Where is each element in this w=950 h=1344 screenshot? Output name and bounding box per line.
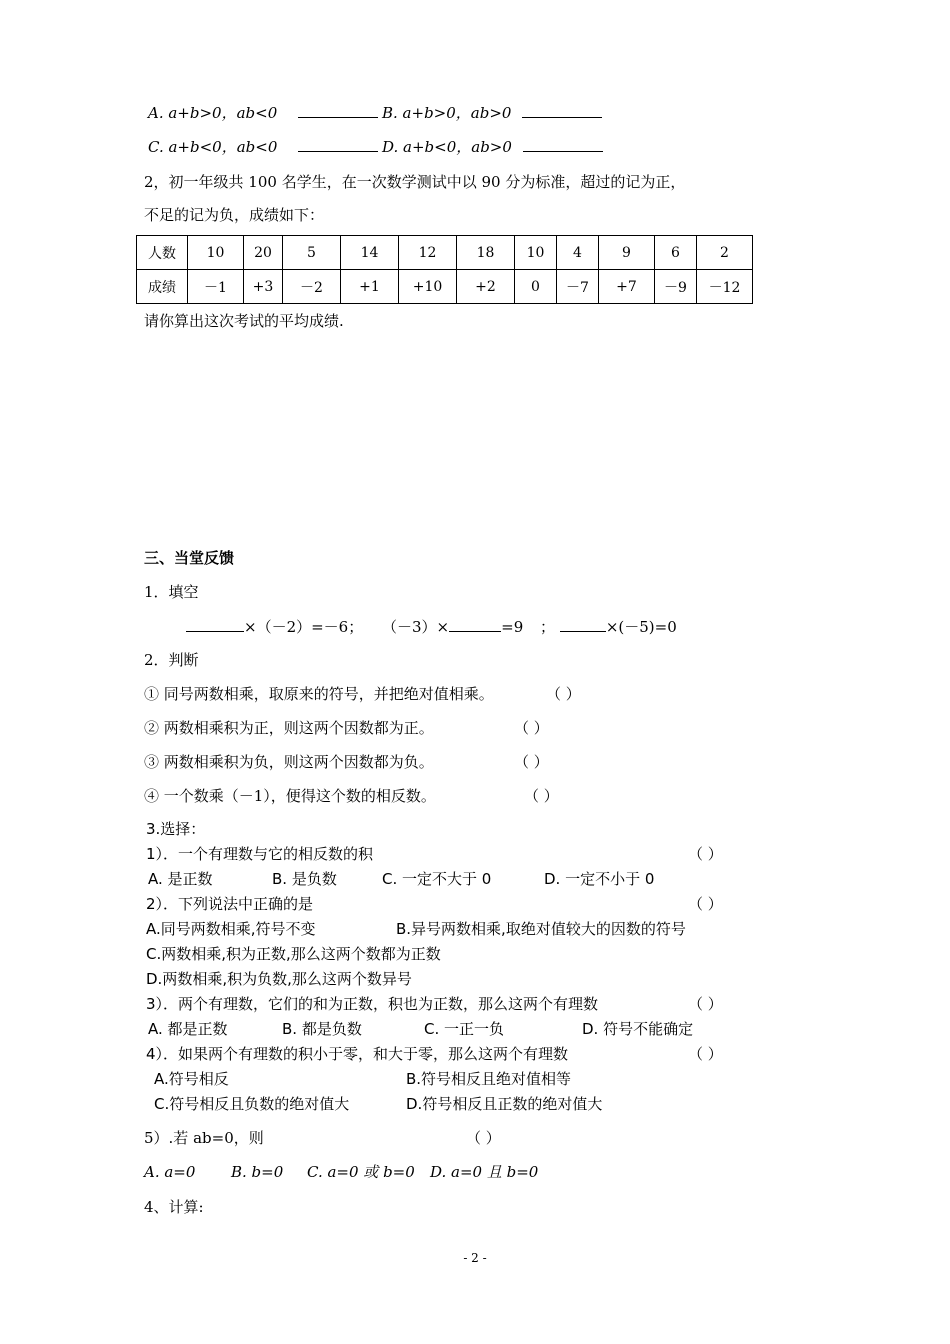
q1-blank-a [298, 103, 378, 118]
c3-option-c: C. 一正一负 [424, 1020, 505, 1038]
c4-bracket: （ ） [688, 1045, 723, 1063]
table-row [137, 236, 753, 270]
judge-title: 2．判断 [144, 651, 199, 669]
table-cell: －9 [655, 270, 697, 304]
fill-blank-2 [449, 617, 501, 632]
table-cell: +1 [341, 270, 399, 304]
judge-item-2: ② 两数相乘积为正，则这两个因数都为正。 [144, 719, 434, 737]
c1-option-a: A. 是正数 [148, 870, 213, 888]
table-cell: 0 [515, 270, 557, 304]
fill-blank-3 [560, 617, 606, 632]
c1-bracket: （ ） [688, 845, 723, 863]
choice-title: 3.选择： [146, 820, 206, 838]
c2-option-a: A.同号两数相乘,符号不变 [146, 920, 316, 938]
judge-item-4: ④ 一个数乘（－1），便得这个数的相反数。 [144, 787, 436, 805]
c2-option-b: B.异号两数相乘,取绝对值较大的因数的符号 [396, 920, 686, 938]
table-cell: +2 [457, 270, 515, 304]
q2-text-1: 2，初一年级共 100 名学生，在一次数学测试中以 90 分为标准，超过的记为正， [144, 173, 686, 191]
table-cell: 10 [515, 236, 557, 270]
table-cell: +10 [399, 270, 457, 304]
c5-stem: 5）.若 ab=0，则 [144, 1129, 264, 1147]
row-header-score: 成绩 [137, 270, 188, 304]
c4-option-b: B.符号相反且绝对值相等 [406, 1070, 572, 1088]
fill-text-3: =9 [501, 618, 524, 636]
table-cell: 12 [399, 236, 457, 270]
fill-text-5: ×(－5)=0 [605, 618, 677, 636]
q1-option-b: B. a+b>0，ab>0 [382, 104, 512, 122]
judge-item-3: ③ 两数相乘积为负，则这两个因数都为负。 [144, 753, 434, 771]
table-cell: －1 [188, 270, 244, 304]
table-cell: 4 [557, 236, 599, 270]
c3-option-a: A. 都是正数 [148, 1020, 228, 1038]
table-cell: 14 [341, 236, 399, 270]
judge-bracket-1: （ ） [546, 685, 581, 703]
judge-bracket-3: （ ） [514, 753, 549, 771]
c5-option-b: B. b=0 [231, 1163, 284, 1181]
c4-option-d: D.符号相反且正数的绝对值大 [406, 1095, 603, 1113]
table-cell: 10 [188, 236, 244, 270]
table-cell: 20 [244, 236, 283, 270]
judge-item-1: ① 同号两数相乘，取原来的符号，并把绝对值相乘。 [144, 685, 494, 703]
c1-option-c: C. 一定不大于 0 [382, 870, 492, 888]
c1-option-d: D. 一定不小于 0 [544, 870, 655, 888]
fill-text-1: ×（－2）=－6； [244, 618, 364, 636]
c3-stem: 3）．两个有理数，它们的和为正数，积也为正数，那么这两个有理数 [146, 995, 599, 1013]
c2-option-d: D.两数相乘,积为负数,那么这两个数异号 [146, 970, 412, 988]
c3-option-d: D. 符号不能确定 [582, 1020, 694, 1038]
table-cell: +3 [244, 270, 283, 304]
q1-option-a: A. a+b>0，ab<0 [148, 104, 278, 122]
c3-bracket: （ ） [688, 995, 723, 1013]
table-cell: －7 [557, 270, 599, 304]
table-cell: －2 [283, 270, 341, 304]
c1-stem: 1）．一个有理数与它的相反数的积 [146, 845, 374, 863]
c5-option-a: A. a=0 [144, 1163, 196, 1181]
c4-stem: 4）．如果两个有理数的积小于零，和大于零，那么这两个有理数 [146, 1045, 569, 1063]
judge-bracket-2: （ ） [514, 719, 549, 737]
table-cell: 2 [697, 236, 753, 270]
fill-text-4: ； [540, 618, 556, 636]
judge-bracket-4: （ ） [524, 787, 559, 805]
q1-blank-d [523, 137, 603, 152]
page-number: - 2 - [463, 1251, 487, 1265]
fill-blank-1 [186, 617, 244, 632]
table-cell: －12 [697, 270, 753, 304]
c2-bracket: （ ） [688, 895, 723, 913]
fill-title: 1．填空 [144, 583, 199, 601]
score-table [136, 235, 753, 304]
table-cell: 9 [599, 236, 655, 270]
c4-option-a: A.符号相反 [154, 1070, 229, 1088]
q2-text-2: 不足的记为负，成绩如下： [144, 206, 325, 224]
calc-title: 4、计算: [144, 1198, 204, 1216]
c1-option-b: B. 是负数 [272, 870, 337, 888]
c5-bracket: （ ） [466, 1129, 501, 1147]
fill-text-2: （－3）× [382, 618, 450, 636]
q2-ask: 请你算出这次考试的平均成绩. [144, 312, 344, 330]
c5-option-d: D. a=0 且 b=0 [430, 1163, 539, 1181]
table-cell: 6 [655, 236, 697, 270]
table-cell: 5 [283, 236, 341, 270]
c2-option-c: C.两数相乘,积为正数,那么这两个数都为正数 [146, 945, 441, 963]
q1-blank-b [522, 103, 602, 118]
q1-blank-c [298, 137, 378, 152]
section-title: 三、当堂反馈 [144, 549, 235, 567]
q1-option-c: C. a+b<0，ab<0 [148, 138, 278, 156]
table-row [137, 270, 753, 304]
table-cell: 18 [457, 236, 515, 270]
table-cell: +7 [599, 270, 655, 304]
q1-option-d: D. a+b<0，ab>0 [382, 138, 512, 156]
c4-option-c: C.符号相反且负数的绝对值大 [154, 1095, 350, 1113]
fill-line [186, 617, 677, 637]
c5-option-c: C. a=0 或 b=0 [307, 1163, 415, 1181]
c3-option-b: B. 都是负数 [282, 1020, 362, 1038]
row-header-count: 人数 [137, 236, 188, 270]
c2-stem: 2）．下列说法中正确的是 [146, 895, 314, 913]
